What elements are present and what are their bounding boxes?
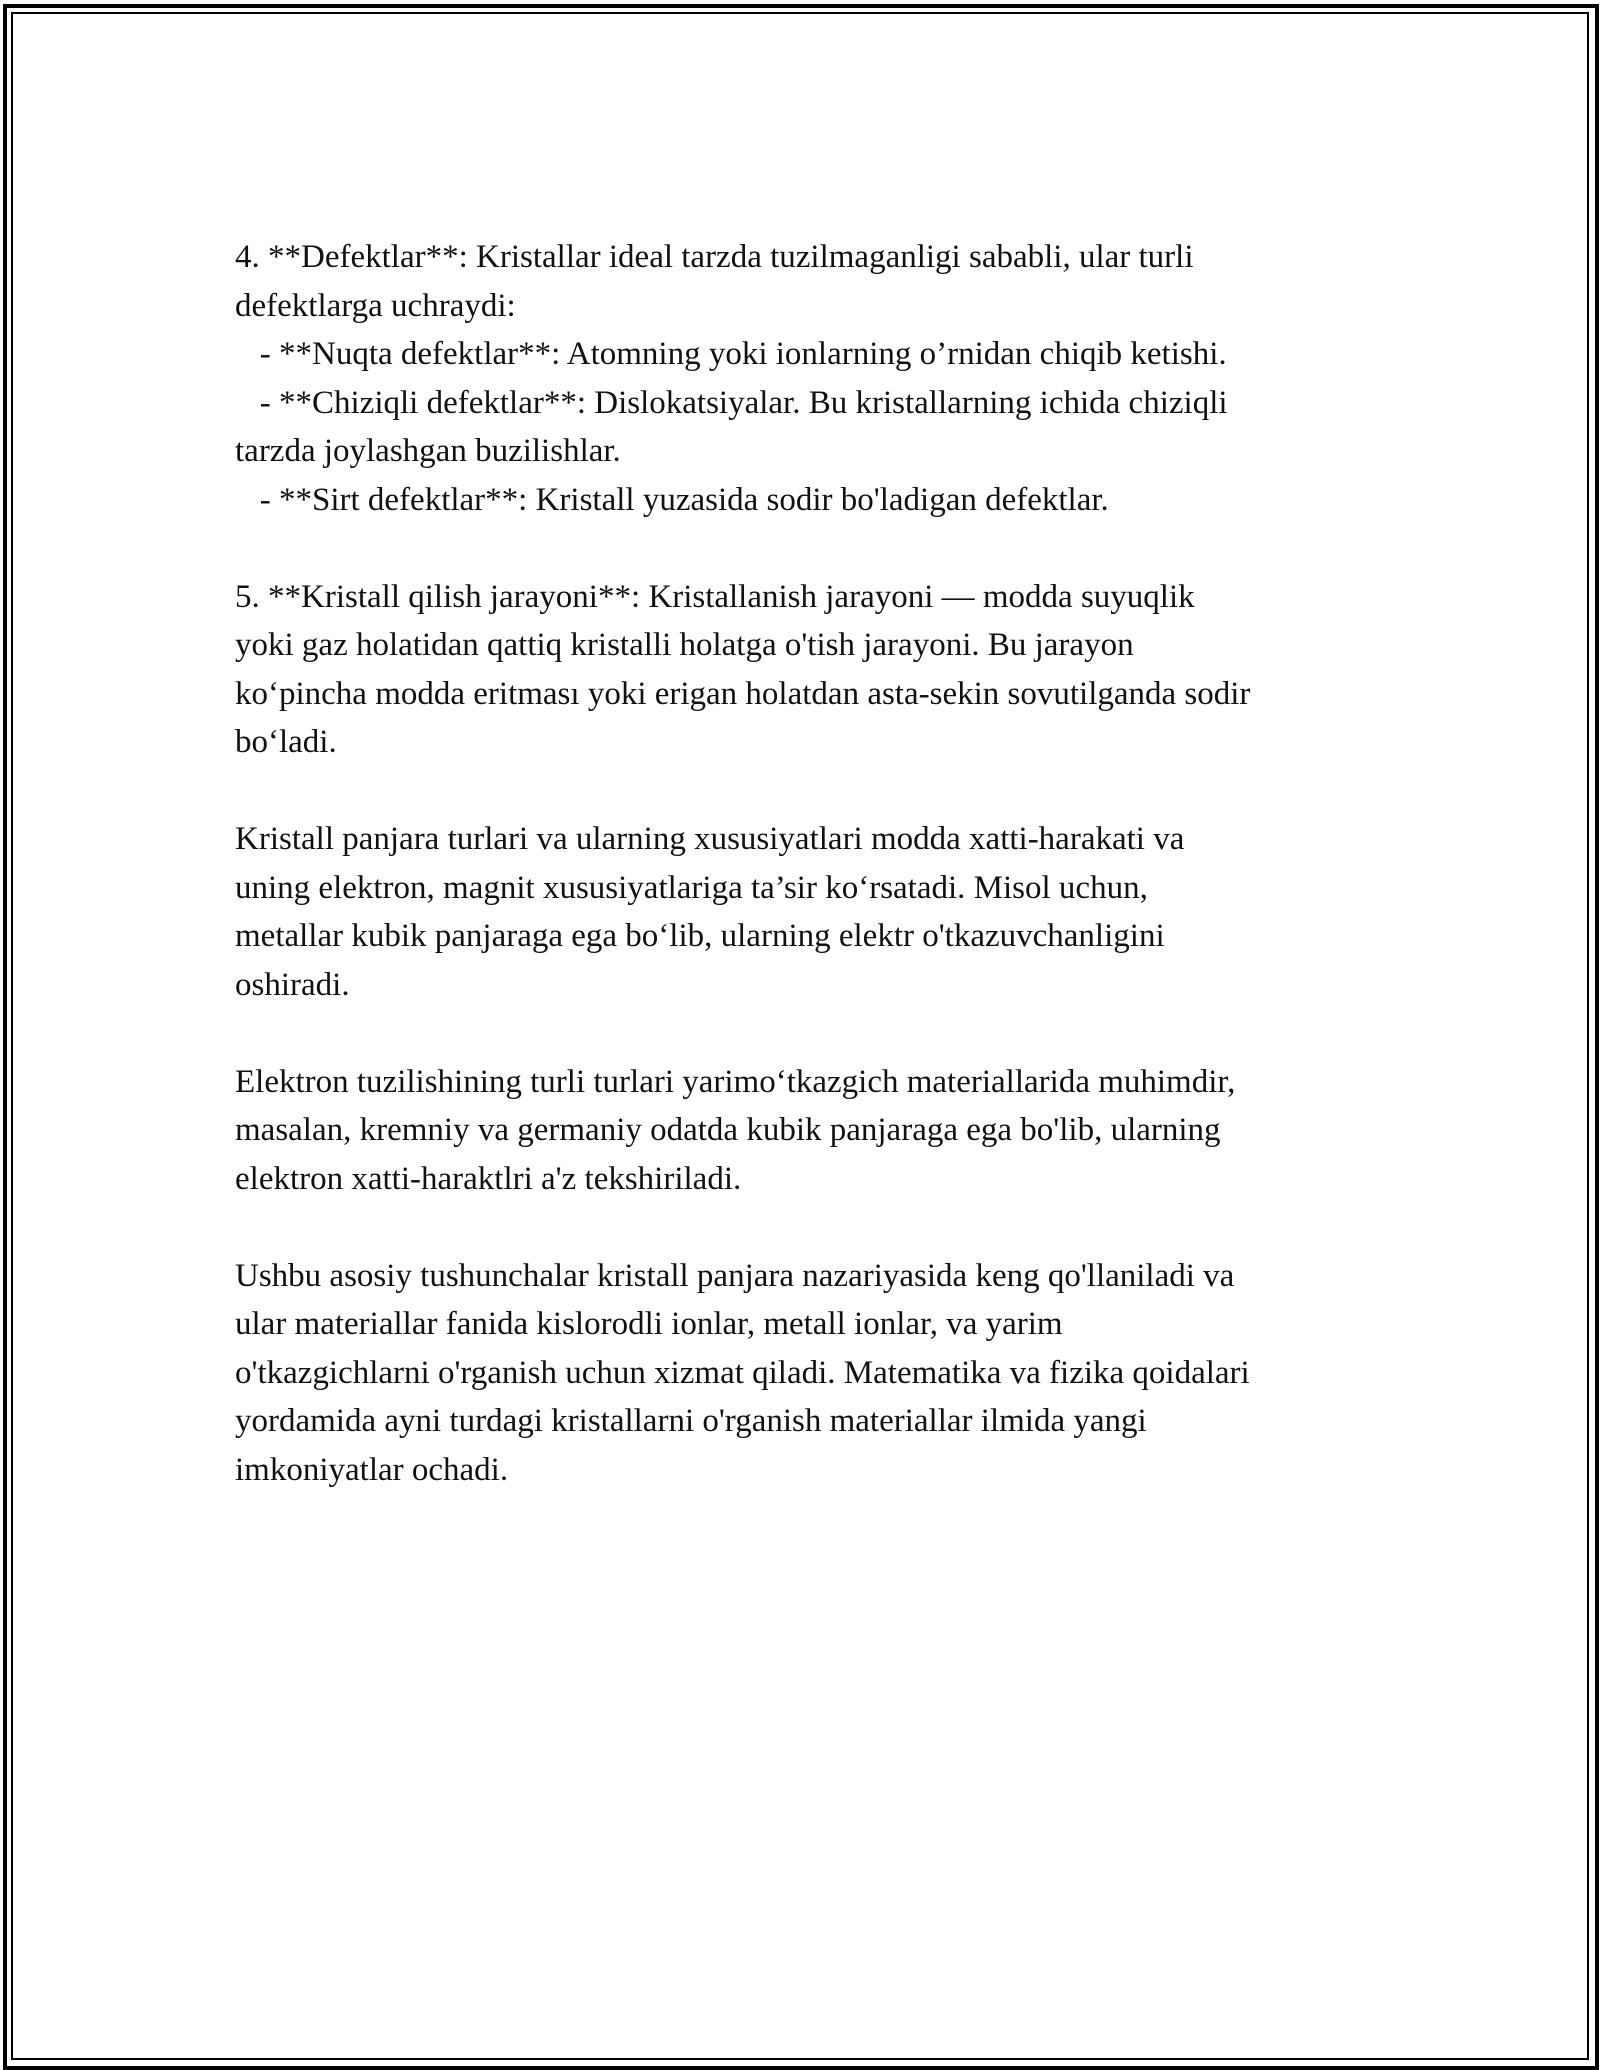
- text-line: Kristall panjara turlari va ularning xususiyatlari modda xatti-harakati va: [235, 821, 1185, 857]
- text-line: Ushbu asosiy tushunchalar kristall panjara nazariyasida keng qo'llaniladi va: [235, 1257, 1235, 1294]
- text-line: oshiradi.: [235, 966, 350, 1003]
- text-line: ko‘pincha modda eritması yoki erigan holatdan asta-sekin sovutilganda sodir: [235, 675, 1251, 712]
- document-body: [235, 233, 1375, 1494]
- text-line: elektron xatti-haraktlri a'z tekshiriladi.: [235, 1160, 742, 1197]
- paragraph-gap: [235, 767, 1375, 816]
- text-line: yordamida ayni turdagi kristallarni o'rganish materiallar ilmida yangi: [235, 1403, 1147, 1439]
- text-line: - **Chiziqli defektlar**: Dislokatsiyalar. Bu kristallarning ichida chiziqli: [235, 384, 1228, 421]
- text-line: metallar kubik panjaraga ega bo‘lib, ularning elektr o'tkazuvchanligini: [235, 918, 1165, 954]
- text-line: - **Sirt defektlar**: Kristall yuzasida sodir bo'ladigan defektlar.: [235, 481, 1109, 518]
- paragraph-gap: [235, 1009, 1375, 1058]
- text-line: imkoniyatlar ochadi.: [235, 1451, 509, 1488]
- text-line: 4. **Defektlar**: Kristallar ideal tarzda tuzilmaganligi sababli, ular turli: [235, 239, 1194, 275]
- text-line: uning elektron, magnit xususiyatlariga ta’sir ko‘rsatadi. Misol uchun,: [235, 869, 1148, 906]
- text-line: 5. **Kristall qilish jarayoni**: Kristallanish jarayoni — modda suyuqlik: [235, 578, 1195, 615]
- paragraph-gap: [235, 1203, 1375, 1252]
- text-line: Elektron tuzilishining turli turlari yarimo‘tkazgich materiallarida muhimdir,: [235, 1063, 1236, 1100]
- text-line: - **Nuqta defektlar**: Atomning yoki ionlarning o’rnidan chiqib ketishi.: [235, 336, 1227, 372]
- text-line: yoki gaz holatidan qattiq kristalli holatga o'tish jarayoni. Bu jarayon: [235, 627, 1134, 663]
- text-line: masalan, kremniy va germaniy odatda kubik panjaraga ega bo'lib, ularning: [235, 1112, 1221, 1148]
- text-line: ular materiallar fanida kislorodli ionlar, metall ionlar, va yarim: [235, 1306, 1063, 1342]
- text-line: bo‘ladi.: [235, 724, 337, 760]
- paragraph-gap: [235, 524, 1375, 573]
- text-line: o'tkazgichlarni o'rganish uchun xizmat qiladi. Matematika va fizika qoidalari: [235, 1354, 1250, 1391]
- text-line: tarzda joylashgan buzilishlar.: [235, 433, 621, 469]
- text-line: defektlarga uchraydi:: [235, 287, 516, 324]
